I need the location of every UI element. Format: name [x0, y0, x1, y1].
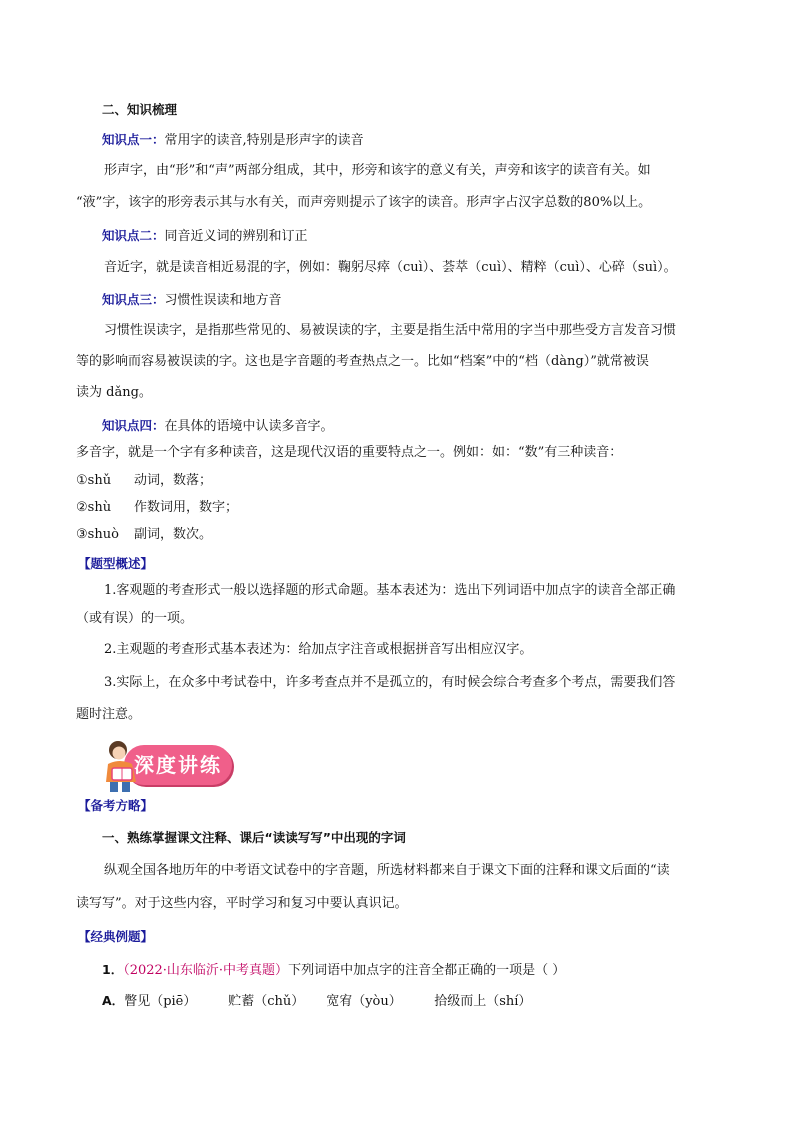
overview-line: 题时注意。	[76, 707, 142, 722]
kp3-label: 知识点三：	[102, 292, 165, 307]
section-title: 二、知识梳理	[102, 102, 178, 117]
overview-line: （或有误）的一项。	[76, 611, 194, 626]
question-1	[102, 960, 565, 981]
kp4-label: 知识点四：	[102, 418, 165, 433]
strategy-heading: 一、熟练掌握课文注释、课后“读读写写”中出现的字词	[102, 830, 406, 845]
question-stem: 下列词语中加点字的注音全都正确的一项是（ ）	[288, 963, 566, 978]
option-word: 贮蓄（chǔ）	[228, 994, 305, 1009]
kp3-title: 习惯性误读和地方音	[164, 293, 282, 308]
banner-text: 深度讲练	[134, 753, 222, 777]
strategy-line: 纵观全国各地历年的中考语文试卷中的字音题，所选材料都来自于课文下面的注释和课文后面的“读	[104, 863, 670, 878]
overview-line: 2.主观题的考查形式基本表述为：给加点字注音或根据拼音写出相应汉字。	[104, 642, 533, 657]
kp1-body-line: 形声字，由“形”和“声”两部分组成，其中，形旁和该字的意义有关，声旁和该字的读音有关。如	[104, 163, 651, 178]
overview-line: 3.实际上，在众多中考试卷中，许多考查点并不是孤立的，有时候会综合考查多个考点，需要我们答	[104, 675, 676, 690]
option-word: 拾级而上（shí）	[434, 994, 532, 1009]
kp2-label: 知识点二：	[102, 228, 165, 243]
girl-reading-icon	[102, 738, 142, 794]
knowledge-point-2	[102, 226, 308, 247]
knowledge-point-3	[102, 290, 282, 311]
example-title: 【经典例题】	[78, 929, 154, 944]
kp4-title: 在具体的语境中认读多音字。	[164, 419, 334, 434]
knowledge-point-1	[102, 130, 364, 151]
question-number: 1．	[102, 962, 124, 977]
reading-item	[76, 471, 212, 491]
reading-mark: ②shù	[76, 500, 112, 515]
kp2-title: 同音近义词的辨别和订正	[164, 229, 308, 244]
reading-item	[76, 498, 238, 518]
option-word: 宽宥（yòu）	[326, 994, 402, 1009]
reading-mark: ①shǔ	[76, 473, 112, 488]
overview-title: 【题型概述】	[78, 556, 154, 571]
option-a	[102, 991, 531, 1012]
strategy-title: 【备考方略】	[78, 798, 154, 813]
kp4-body-line: 多音字，就是一个字有多种读音，这是现代汉语的重要特点之一。例如：如：“数”有三种读音：	[76, 445, 623, 460]
kp3-body-line: 等的影响而容易被误读的字。这也是字音题的考查热点之一。比如“档案”中的“档（dàng）”就常被误	[76, 354, 649, 369]
question-source: （2022·山东临沂·中考真题）	[123, 963, 289, 978]
reading-text: 作数词用，数字；	[134, 500, 239, 515]
reading-text: 动词，数落；	[134, 473, 213, 488]
kp1-label: 知识点一：	[102, 132, 165, 147]
option-label: A．	[102, 993, 125, 1008]
reading-mark: ③shuò	[76, 527, 119, 542]
kp3-body-line: 习惯性误读字，是指那些常见的、易被误读的字，主要是指生活中常用的字当中那些受方言发音习惯	[104, 323, 677, 338]
kp1-title: 常用字的读音,特别是形声字的读音	[164, 133, 364, 148]
kp3-body-line: 读为 dǎng。	[76, 385, 152, 400]
reading-text: 副词，数次。	[134, 527, 213, 542]
kp1-body-line: “液”字，该字的形旁表示其与水有关，而声旁则提示了该字的读音。形声字占汉字总数的80%以上。	[76, 195, 652, 210]
kp2-body-line: 音近字，就是读音相近易混的字，例如：鞠躬尽瘁（cuì）、荟萃（cuì）、精粹（cuì）、心碎（suì）。	[104, 260, 677, 275]
strategy-line: 读写写”。对于这些内容，平时学习和复习中要认真识记。	[76, 896, 408, 911]
option-word: 瞥见（piē）	[124, 994, 197, 1009]
overview-line: 1.客观题的考查形式一般以选择题的形式命题。基本表述为：选出下列词语中加点字的读音全部正确	[104, 583, 676, 598]
reading-item	[76, 525, 212, 545]
knowledge-point-4	[102, 416, 334, 437]
